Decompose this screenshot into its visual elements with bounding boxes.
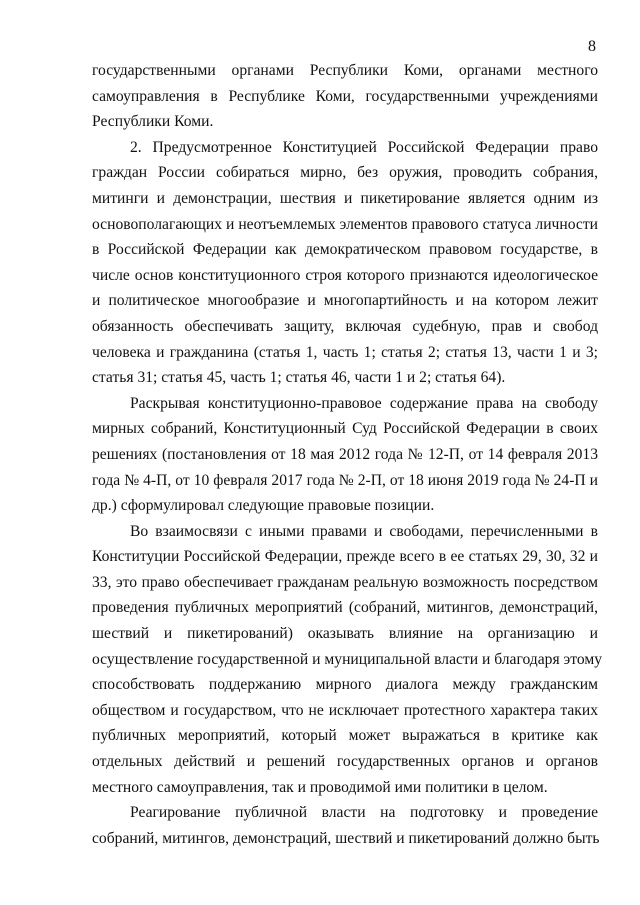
text-line: самоуправления в Республике Коми, государственными учреждениями <box>92 87 598 105</box>
text-line: обязанность обеспечивать защиту, включая судебную, прав и свобод <box>92 317 598 335</box>
text-line: Во взаимосвязи с иными правами и свободами, перечисленными в <box>130 522 598 540</box>
text-line: 33, это право обеспечивает гражданам реальную возможность посредством <box>92 573 598 591</box>
text-line: др.) сформулировал следующие правовые позиции. <box>92 497 435 515</box>
text-line: Конституции Российской Федерации, прежде всего в ее статьях 29, 30, 32 и <box>92 548 598 566</box>
page-number: 8 <box>588 38 596 55</box>
text-line: публичных мероприятий, который может выражаться в критике как <box>92 727 598 745</box>
text-line: 2. Предусмотренное Конституцией Российской Федерации право <box>130 138 598 156</box>
paragraph <box>92 519 603 801</box>
text-line: отдельных действий и решений государственных органов и органов <box>92 753 598 771</box>
text-line: решениях (постановления от 18 мая 2012 года № 12-П, от 14 февраля 2013 <box>92 445 598 463</box>
text-line: Реагирование публичной власти на подготовку и проведение <box>130 804 598 822</box>
text-line: числе основ конституционного строя которого признаются идеологическое <box>92 266 598 284</box>
text-line: митинги и демонстрации, шествия и пикетирование является одним из <box>92 189 598 207</box>
text-line: в Российской Федерации как демократическом правовом государстве, в <box>92 241 598 259</box>
text-line: осуществление государственной и муниципальной власти и благодаря этому <box>92 650 603 668</box>
paragraph <box>92 800 598 851</box>
paragraph <box>92 391 598 519</box>
paragraph <box>92 58 598 135</box>
text-line: Раскрывая конституционно-правовое содержание права на свободу <box>130 394 598 412</box>
text-line: и политическое многообразие и многопартийность и на котором лежит <box>92 292 598 310</box>
text-line: статья 31; статья 45, часть 1; статья 46, части 1 и 2; статья 64). <box>92 369 506 387</box>
text-line: местного самоуправления, так и проводимой ими политики в целом. <box>92 778 548 796</box>
text-line: собраний, митингов, демонстраций, шествий и пикетирований должно быть <box>92 829 600 847</box>
text-line: способствовать поддержанию мирного диалога между гражданским <box>92 676 598 694</box>
paragraph <box>92 135 598 391</box>
text-line: шествий и пикетирований) оказывать влияние на организацию и <box>92 625 598 643</box>
text-line: государственными органами Республики Коми, органами местного <box>92 62 598 79</box>
text-line: человека и гражданина (статья 1, часть 1; статья 2; статья 13, части 1 и 3; <box>92 343 598 361</box>
text-line: Республики Коми. <box>92 113 214 131</box>
text-line: граждан России собираться мирно, без оружия, проводить собрания, <box>92 164 598 182</box>
text-line: основополагающих и неотъемлемых элементов правового статуса личности <box>92 215 598 233</box>
text-line: обществом и государством, что не исключает протестного характера таких <box>92 701 598 719</box>
document-body <box>92 58 603 851</box>
text-line: мирных собраний, Конституционный Суд Российской Федерации в своих <box>92 420 598 438</box>
text-line: года № 4-П, от 10 февраля 2017 года № 2-П, от 18 июня 2019 года № 24-П и <box>92 471 598 489</box>
text-line: проведения публичных мероприятий (собраний, митингов, демонстраций, <box>92 599 598 617</box>
